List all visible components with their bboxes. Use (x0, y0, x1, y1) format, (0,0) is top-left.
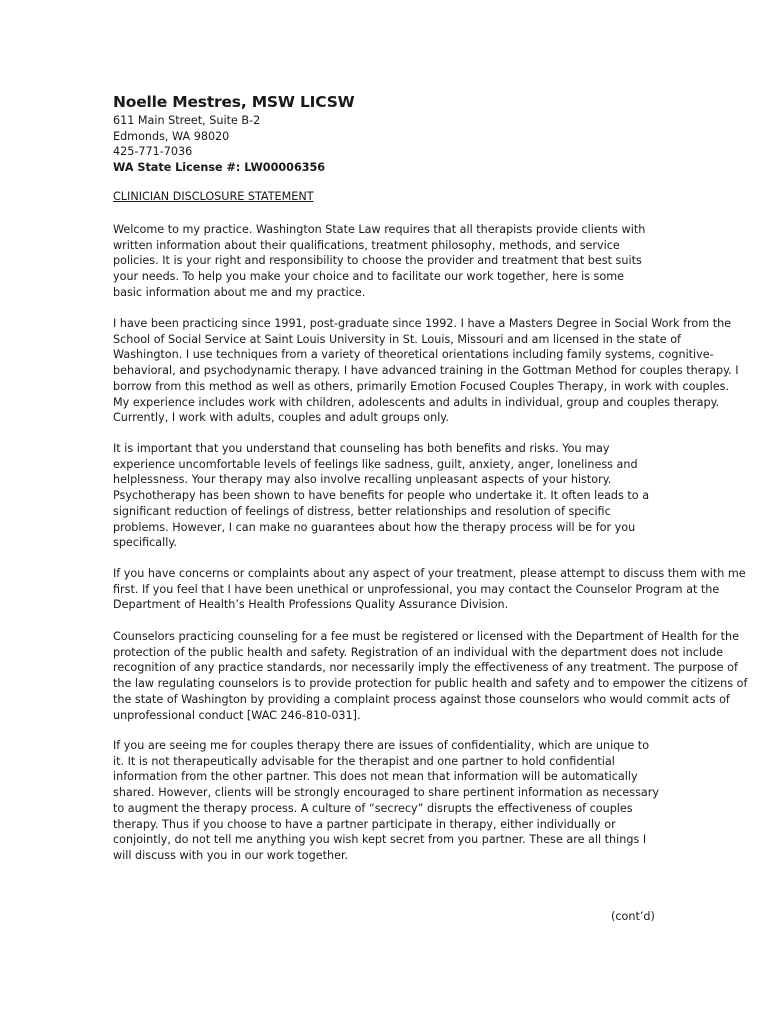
paragraph-line: I have been practicing since 1991, post-graduate since 1992. I have a Masters Degree in Social Work from the (113, 317, 732, 330)
paragraph-line: shared. However, clients will be strongly encouraged to share pertinent information as necessary (113, 786, 660, 800)
paragraph-line: the law regulating counselors is to provide protection for public health and safety and to empower the citizens of (113, 677, 748, 691)
paragraph-line: it. It is not therapeutically advisable for the therapist and one partner to hold confidential (113, 754, 615, 768)
paragraph-couples-confidentiality (113, 738, 659, 864)
paragraph-line: conjointly, do not tell me anything you wish kept secret from you partner. These are all things I (113, 833, 647, 847)
paragraph-line: Welcome to my practice. Washington State Law requires that all therapists provide clients with (113, 223, 646, 236)
paragraph-line: School of Social Service at Saint Louis University in St. Louis, Missouri and am licensed in the state of (113, 332, 681, 346)
paragraph-line: protection of the public health and safety. Registration of an individual with the department does not include (113, 645, 724, 659)
paragraph-line: problems. However, I can make no guarantees about how the therapy process will be for you (113, 520, 636, 534)
license-number: WA State License #: LW00006356 (113, 161, 326, 175)
paragraph-line: first. If you feel that I have been unethical or unprofessional, you may contact the Counselor Program at the (113, 582, 720, 596)
paragraph-line: significant reduction of feelings of distress, better relationships and resolution of specific (113, 504, 611, 518)
paragraph-line: experience uncomfortable levels of feelings like sadness, guilt, anxiety, anger, loneliness and (113, 457, 638, 471)
paragraph-complaints (113, 566, 746, 613)
paragraph-line: Department of Health’s Health Professions Quality Assurance Division. (113, 598, 509, 612)
paragraph-line: to augment the therapy process. A culture of “secrecy” disrupts the effectiveness of couples (113, 801, 633, 815)
paragraph-line: unprofessional conduct [WAC 246-810-031]. (113, 708, 361, 722)
street-address: 611 Main Street, Suite B-2 (113, 114, 261, 127)
paragraph-line: the state of Washington by providing a complaint process against those counselors who would commit acts of (113, 692, 730, 706)
continued-marker: (cont’d) (611, 910, 655, 923)
paragraph-line: information from the other partner. This does not mean that information will be automatically (113, 770, 638, 784)
paragraph-registration (113, 629, 747, 723)
paragraph-welcome (113, 222, 645, 301)
paragraph-line: Currently, I work with adults, couples and adult groups only. (113, 411, 449, 425)
paragraph-line: Washington. I use techniques from a variety of theoretical orientations including family systems, cognitive- (113, 348, 714, 362)
phone-number: 425-771-7036 (113, 145, 193, 159)
paragraph-line: basic information about me and my practice. (113, 285, 366, 299)
paragraph-line: My experience includes work with children, adolescents and adults in individual, group and couples therapy. (113, 395, 720, 409)
clinician-name: Noelle Mestres, MSW LICSW (113, 93, 355, 111)
paragraph-line: Counselors practicing counseling for a fee must be registered or licensed with the Department of Health for the (113, 630, 740, 643)
paragraph-line: recognition of any practice standards, nor necessarily imply the effectiveness of any treatment. The purpose of (113, 661, 738, 675)
paragraph-line: behavioral, and psychodynamic therapy. I have advanced training in the Gottman Method for couples therapy. I (113, 364, 739, 378)
paragraph-benefits-risks (113, 441, 649, 551)
paragraph-line: written information about their qualifications, treatment philosophy, methods, and service (113, 238, 620, 252)
paragraph-line: borrow from this method as well as others, primarily Emotion Focused Couples Therapy, in work with couples. (113, 379, 730, 393)
paragraph-line: specifically. (113, 536, 177, 550)
section-title: CLINICIAN DISCLOSURE STATEMENT (113, 190, 314, 203)
paragraph-line: policies. It is your right and responsibility to choose the provider and treatment that best suits (113, 254, 642, 268)
paragraph-line: Psychotherapy has been shown to have benefits for people who undertake it. It often leads to a (113, 489, 650, 503)
paragraph-line: If you have concerns or complaints about any aspect of your treatment, please attempt to discuss them with me (113, 567, 746, 580)
paragraph-background (113, 316, 739, 426)
paragraph-line: It is important that you understand that counseling has both benefits and risks. You may (113, 442, 610, 455)
paragraph-line: will discuss with you in our work together. (113, 848, 349, 862)
paragraph-line: therapy. Thus if you choose to have a partner participate in therapy, either individually or (113, 817, 616, 831)
paragraph-line: helplessness. Your therapy may also involve recalling unpleasant aspects of your history. (113, 473, 612, 487)
city-state-zip: Edmonds, WA 98020 (113, 129, 230, 143)
paragraph-line: your needs. To help you make your choice and to facilitate our work together, here is some (113, 270, 625, 284)
paragraph-line: If you are seeing me for couples therapy there are issues of confidentiality, which are unique to (113, 739, 650, 752)
